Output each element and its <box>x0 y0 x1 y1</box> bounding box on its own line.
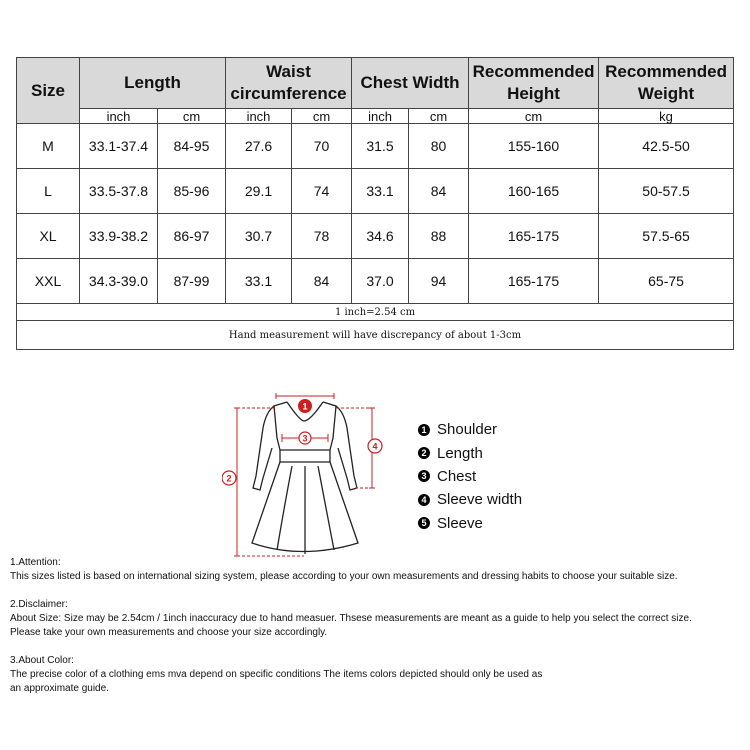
legend-label: Shoulder <box>437 421 498 439</box>
legend-number-badge: 1 <box>418 424 430 436</box>
marker-1 <box>298 399 312 413</box>
table-cell: 74 <box>292 169 352 214</box>
legend-item-shoulder <box>418 418 522 441</box>
unit-cell: inch <box>226 109 292 124</box>
legend-item-sleeve-width <box>418 488 522 511</box>
table-cell: 160-165 <box>469 169 599 214</box>
note-row <box>17 321 734 350</box>
legend-label: Sleeve width <box>437 491 523 509</box>
table-cell: 70 <box>292 124 352 169</box>
table-cell: 33.9-38.2 <box>80 214 158 259</box>
table-cell: 57.5-65 <box>599 214 734 259</box>
unit-cell: cm <box>409 109 469 124</box>
legend-label: Length <box>437 444 483 462</box>
header-chest: Chest Width <box>352 58 469 109</box>
note-row <box>17 304 734 321</box>
size-chart-table <box>16 57 734 350</box>
legend-number-badge: 2 <box>418 447 430 459</box>
table-cell: 37.0 <box>352 259 409 304</box>
disclaimer-text: Please take your own measurements and choose your size accordingly. <box>10 627 328 638</box>
disclaimer-title: 2.Disclaimer: <box>10 599 68 610</box>
header-weight: Recommended Weight <box>599 58 734 109</box>
marker-2 <box>222 471 236 485</box>
table-cell: 65-75 <box>599 259 734 304</box>
marker-3 <box>299 432 311 444</box>
table-row <box>17 124 734 169</box>
inch-conversion-note: 1 inch=2.54 cm <box>17 304 734 321</box>
legend-label: Sleeve <box>437 514 483 532</box>
attention-text: This sizes listed is based on international sizing system, please according to your own measurements and dressing habits to choose your suitable size. <box>10 571 678 582</box>
table-units-row <box>17 109 734 124</box>
marker-4 <box>368 439 382 453</box>
unit-cell: inch <box>352 109 409 124</box>
table-cell: 30.7 <box>226 214 292 259</box>
header-size: Size <box>17 58 80 124</box>
table-row <box>17 169 734 214</box>
table-cell: 85-96 <box>158 169 226 214</box>
table-cell: 50-57.5 <box>599 169 734 214</box>
table-cell: 34.6 <box>352 214 409 259</box>
unit-cell: kg <box>599 109 734 124</box>
legend-item-chest <box>418 465 522 488</box>
unit-cell: cm <box>292 109 352 124</box>
table-cell: 84 <box>409 169 469 214</box>
dress-outline <box>252 402 358 554</box>
legend-item-sleeve <box>418 512 522 535</box>
header-waist: Waist circumference <box>226 58 352 109</box>
unit-cell: inch <box>80 109 158 124</box>
table-cell: 33.1 <box>352 169 409 214</box>
svg-text:4: 4 <box>372 441 378 452</box>
table-cell: 88 <box>409 214 469 259</box>
size-cell: M <box>17 124 80 169</box>
table-cell: 84-95 <box>158 124 226 169</box>
size-cell: XL <box>17 214 80 259</box>
notes-section <box>10 556 748 696</box>
table-cell: 84 <box>292 259 352 304</box>
disclaimer-text: About Size: Size may be 2.54cm / 1inch inaccuracy due to hand measuer. Thsese measurements are meant as a guide to help you select the correct size. <box>10 613 692 624</box>
table-cell: 80 <box>409 124 469 169</box>
legend-item-length <box>418 441 522 464</box>
table-cell: 31.5 <box>352 124 409 169</box>
table-row <box>17 214 734 259</box>
attention-title: 1.Attention: <box>10 557 61 568</box>
table-cell: 27.6 <box>226 124 292 169</box>
table-header-row <box>17 58 734 109</box>
unit-cell: cm <box>158 109 226 124</box>
dress-measurement-diagram <box>222 388 392 563</box>
table-cell: 33.1-37.4 <box>80 124 158 169</box>
svg-text:1: 1 <box>302 401 308 412</box>
legend-number-badge: 4 <box>418 494 430 506</box>
size-cell: XXL <box>17 259 80 304</box>
header-height: Recommended Height <box>469 58 599 109</box>
svg-text:3: 3 <box>302 433 308 444</box>
table-cell: 42.5-50 <box>599 124 734 169</box>
table-cell: 29.1 <box>226 169 292 214</box>
table-cell: 33.5-37.8 <box>80 169 158 214</box>
table-cell: 86-97 <box>158 214 226 259</box>
table-cell: 33.1 <box>226 259 292 304</box>
discrepancy-note: Hand measurement will have discrepancy of about 1-3cm <box>17 321 734 350</box>
header-length: Length <box>80 58 226 109</box>
svg-text:2: 2 <box>226 473 232 484</box>
table-cell: 87-99 <box>158 259 226 304</box>
color-title: 3.About Color: <box>10 655 74 666</box>
unit-cell: cm <box>469 109 599 124</box>
color-text: an approximate guide. <box>10 683 109 694</box>
measurement-legend <box>418 418 522 535</box>
table-row <box>17 259 734 304</box>
color-text: The precise color of a clothing ems mva depend on specific conditions The items colors depicted should only be used as <box>10 669 543 680</box>
size-cell: L <box>17 169 80 214</box>
legend-number-badge: 5 <box>418 517 430 529</box>
legend-number-badge: 3 <box>418 470 430 482</box>
table-cell: 78 <box>292 214 352 259</box>
table-cell: 165-175 <box>469 214 599 259</box>
legend-label: Chest <box>437 467 477 485</box>
table-cell: 94 <box>409 259 469 304</box>
table-cell: 34.3-39.0 <box>80 259 158 304</box>
table-cell: 155-160 <box>469 124 599 169</box>
table-cell: 165-175 <box>469 259 599 304</box>
